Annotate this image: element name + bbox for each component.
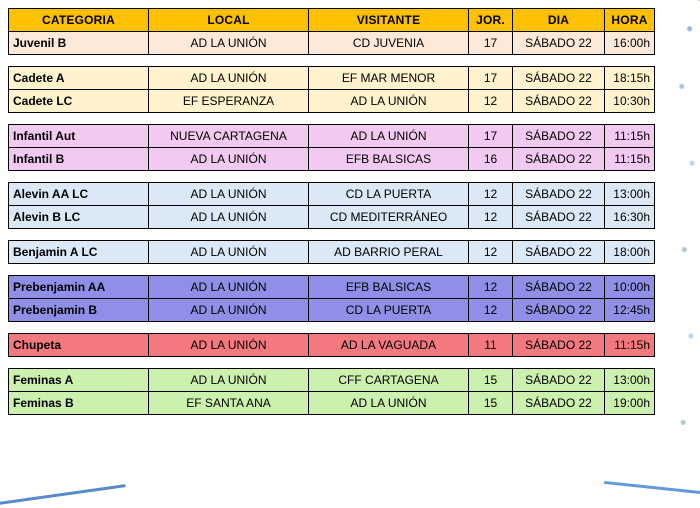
group-spacer-cell: [9, 113, 655, 125]
decorative-corner-bottom-right: [604, 421, 700, 495]
cell-categoria: Chupeta: [9, 334, 149, 357]
cell-hora: 18:15h: [605, 67, 655, 90]
cell-local: AD LA UNIÓN: [149, 67, 309, 90]
cell-dia: SÁBADO 22: [513, 32, 605, 55]
cell-visitante: CD MEDITERRÁNEO: [309, 206, 469, 229]
cell-dia: SÁBADO 22: [513, 392, 605, 415]
cell-dia: SÁBADO 22: [513, 276, 605, 299]
cell-dia: SÁBADO 22: [513, 299, 605, 322]
cell-hora: 13:00h: [605, 183, 655, 206]
table-row: [9, 125, 655, 148]
cell-dia: SÁBADO 22: [513, 90, 605, 113]
cell-categoria: Feminas A: [9, 369, 149, 392]
cell-categoria: Prebenjamin AA: [9, 276, 149, 299]
schedule-sheet: [8, 8, 654, 415]
cell-visitante: CD JUVENIA: [309, 32, 469, 55]
cell-jornada: 12: [469, 183, 513, 206]
group-spacer: [9, 55, 655, 67]
cell-visitante: AD LA UNIÓN: [309, 90, 469, 113]
cell-local: AD LA UNIÓN: [149, 32, 309, 55]
decorative-corner-bottom-left: [0, 439, 126, 508]
cell-jornada: 11: [469, 334, 513, 357]
table-row: [9, 392, 655, 415]
group-spacer-cell: [9, 171, 655, 183]
group-spacer-cell: [9, 357, 655, 369]
match-schedule-table: [8, 8, 655, 415]
cell-hora: 13:00h: [605, 369, 655, 392]
cell-hora: 11:15h: [605, 148, 655, 171]
cell-visitante: AD LA UNIÓN: [309, 392, 469, 415]
cell-visitante: AD LA VAGUADA: [309, 334, 469, 357]
table-row: [9, 67, 655, 90]
cell-local: AD LA UNIÓN: [149, 334, 309, 357]
group-spacer-cell: [9, 322, 655, 334]
group-spacer-cell: [9, 229, 655, 241]
cell-categoria: Alevin B LC: [9, 206, 149, 229]
column-header-visitante: VISITANTE: [309, 9, 469, 32]
cell-hora: 16:30h: [605, 206, 655, 229]
decorative-edge-dots: [674, 0, 700, 480]
cell-local: AD LA UNIÓN: [149, 276, 309, 299]
cell-hora: 10:00h: [605, 276, 655, 299]
cell-hora: 16:00h: [605, 32, 655, 55]
cell-categoria: Alevin AA LC: [9, 183, 149, 206]
cell-visitante: EF MAR MENOR: [309, 67, 469, 90]
table-header-row: [9, 9, 655, 32]
cell-categoria: Juvenil B: [9, 32, 149, 55]
cell-dia: SÁBADO 22: [513, 241, 605, 264]
cell-hora: 11:15h: [605, 125, 655, 148]
group-spacer: [9, 113, 655, 125]
cell-dia: SÁBADO 22: [513, 67, 605, 90]
column-header-hora: HORA: [605, 9, 655, 32]
cell-local: AD LA UNIÓN: [149, 241, 309, 264]
cell-hora: 12:45h: [605, 299, 655, 322]
cell-dia: SÁBADO 22: [513, 206, 605, 229]
cell-categoria: Cadete A: [9, 67, 149, 90]
cell-hora: 19:00h: [605, 392, 655, 415]
column-header-dia: DIA: [513, 9, 605, 32]
cell-categoria: Cadete LC: [9, 90, 149, 113]
group-spacer: [9, 264, 655, 276]
cell-categoria: Benjamin A LC: [9, 241, 149, 264]
cell-local: AD LA UNIÓN: [149, 148, 309, 171]
group-spacer: [9, 171, 655, 183]
cell-hora: 11:15h: [605, 334, 655, 357]
table-row: [9, 241, 655, 264]
cell-dia: SÁBADO 22: [513, 334, 605, 357]
table-header: [9, 9, 655, 32]
cell-visitante: CFF CARTAGENA: [309, 369, 469, 392]
cell-jornada: 17: [469, 32, 513, 55]
cell-dia: SÁBADO 22: [513, 183, 605, 206]
table-row: [9, 32, 655, 55]
cell-jornada: 12: [469, 276, 513, 299]
group-spacer-cell: [9, 55, 655, 67]
cell-visitante: EFB BALSICAS: [309, 148, 469, 171]
cell-categoria: Feminas B: [9, 392, 149, 415]
cell-local: AD LA UNIÓN: [149, 369, 309, 392]
cell-dia: SÁBADO 22: [513, 369, 605, 392]
column-header-local: LOCAL: [149, 9, 309, 32]
table-row: [9, 276, 655, 299]
cell-hora: 18:00h: [605, 241, 655, 264]
group-spacer-cell: [9, 264, 655, 276]
table-body: [9, 32, 655, 415]
cell-categoria: Infantil B: [9, 148, 149, 171]
cell-visitante: AD LA UNIÓN: [309, 125, 469, 148]
cell-jornada: 12: [469, 206, 513, 229]
group-spacer: [9, 229, 655, 241]
cell-visitante: CD LA PUERTA: [309, 183, 469, 206]
column-header-categoria: CATEGORIA: [9, 9, 149, 32]
cell-jornada: 17: [469, 67, 513, 90]
table-row: [9, 148, 655, 171]
cell-jornada: 15: [469, 369, 513, 392]
cell-jornada: 12: [469, 241, 513, 264]
cell-visitante: CD LA PUERTA: [309, 299, 469, 322]
cell-local: AD LA UNIÓN: [149, 299, 309, 322]
cell-jornada: 17: [469, 125, 513, 148]
table-row: [9, 334, 655, 357]
cell-local: AD LA UNIÓN: [149, 183, 309, 206]
column-header-jornada: JOR.: [469, 9, 513, 32]
cell-visitante: EFB BALSICAS: [309, 276, 469, 299]
cell-dia: SÁBADO 22: [513, 148, 605, 171]
cell-jornada: 16: [469, 148, 513, 171]
table-row: [9, 369, 655, 392]
cell-local: EF SANTA ANA: [149, 392, 309, 415]
cell-jornada: 15: [469, 392, 513, 415]
cell-dia: SÁBADO 22: [513, 125, 605, 148]
table-row: [9, 206, 655, 229]
table-row: [9, 183, 655, 206]
table-row: [9, 90, 655, 113]
cell-visitante: AD BARRIO PERAL: [309, 241, 469, 264]
cell-local: NUEVA CARTAGENA: [149, 125, 309, 148]
group-spacer: [9, 322, 655, 334]
group-spacer: [9, 357, 655, 369]
cell-hora: 10:30h: [605, 90, 655, 113]
cell-local: EF ESPERANZA: [149, 90, 309, 113]
cell-categoria: Prebenjamin B: [9, 299, 149, 322]
cell-local: AD LA UNIÓN: [149, 206, 309, 229]
cell-categoria: Infantil Aut: [9, 125, 149, 148]
cell-jornada: 12: [469, 90, 513, 113]
cell-jornada: 12: [469, 299, 513, 322]
table-row: [9, 299, 655, 322]
